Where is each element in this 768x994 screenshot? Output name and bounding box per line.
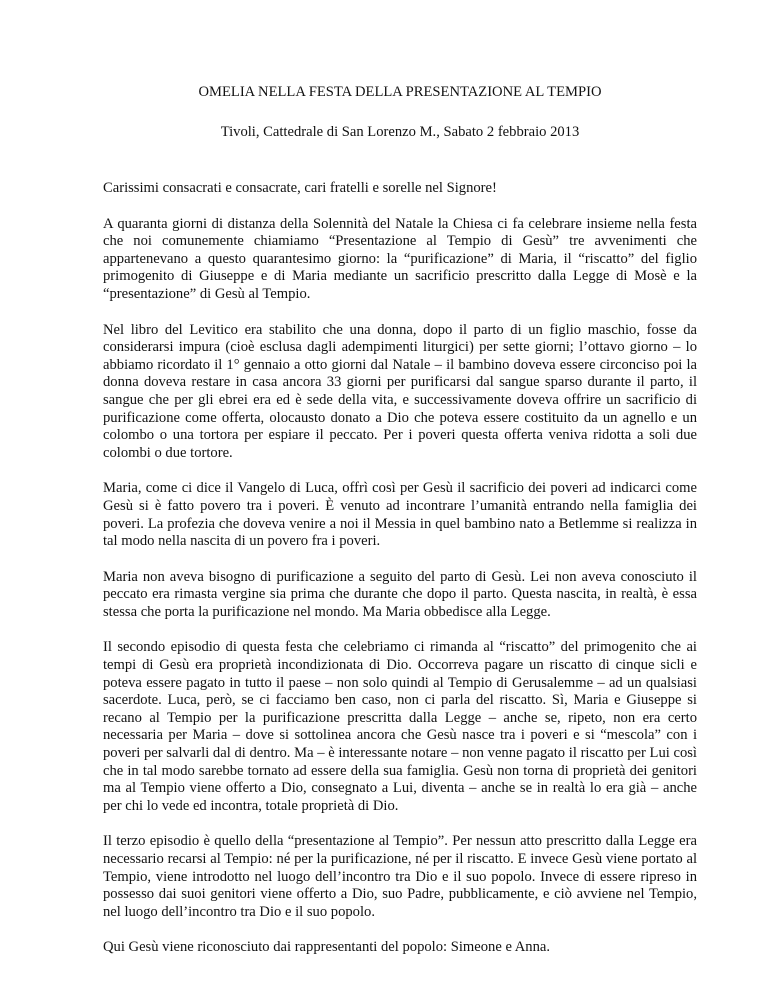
paragraph: Qui Gesù viene riconosciuto dai rappresentanti del popolo: Simeone e Anna. <box>103 939 551 956</box>
paragraph: Nel libro del Levitico era stabilito che una donna, dopo il parto di un figlio maschio, fosse da considerarsi impura (cioè esclusa dagli adempimenti liturgici) per sette giorni; l’ottavo giorno – lo abbiamo ricordato il 1° gennaio a otto giorni dal Natale – il bambino doveva essere circonciso poi la donna doveva restare in casa ancora 33 giorni per purificarsi dal sangue sparso durante il parto, il sangue che per gli ebrei era ed è sede della vita, e successivamente doveva offrire un sacrificio di purificazione come offerta, olocausto donato a Dio che poteva essere costituito da un agnello e un colombo o una tortora per espiare il peccato. Per i poveri questa offerta veniva ridotta a soli due colombi o due tortore. <box>103 321 697 461</box>
paragraph-greeting: Carissimi consacrati e consacrate, cari fratelli e sorelle nel Signore! <box>103 180 497 196</box>
document-subtitle: Tivoli, Cattedrale di San Lorenzo M., Sabato 2 febbraio 2013 <box>220 124 580 140</box>
paragraph: A quaranta giorni di distanza della Solennità del Natale la Chiesa ci fa celebrare insieme nella festa che noi comunemente chiamiamo “Presentazione al Tempio di Gesù” tre avvenimenti che appartenevano a questo quarantesimo giorno: la “purificazione” di Maria, il “riscatto” del figlio primogenito di Giuseppe e di Maria mediante un sacrificio prescritto dalla Legge di Mosè e la “presentazione” di Gesù al Tempio. <box>103 215 697 302</box>
paragraph: Maria, come ci dice il Vangelo di Luca, offrì così per Gesù il sacrificio dei poveri ad indicarci come Gesù si è fatto povero tra i poveri. È venuto ad incontrare l’umanità entrando nella famiglia dei poveri. La profezia che doveva venire a noi il Messia in quel bambino nato a Betlemme si realizza in tal modo nella nascita di un povero fra i poveri. <box>103 480 697 550</box>
paragraph: Il terzo episodio è quello della “presentazione al Tempio”. Per nessun atto prescritto dalla Legge era necessario recarsi al Tempio: né per la purificazione, né per il riscatto. E invece Gesù viene portato al Tempio, viene introdotto nel luogo dell’incontro tra Dio e il suo popolo. Invece di essere ripreso in possesso dai suoi genitori viene offerto a Dio, suo Padre, pubblicamente, e ciò avviene nel Tempio, nel luogo dell’incontro tra Dio e il suo popolo. <box>103 833 697 920</box>
document-title: OMELIA NELLA FESTA DELLA PRESENTAZIONE AL TEMPIO <box>198 84 602 100</box>
document-body <box>103 180 697 975</box>
paragraph: Il secondo episodio di questa festa che celebriamo ci rimanda al “riscatto” del primogenito che ai tempi di Gesù era proprietà incondizionata di Dio. Occorreva pagare un riscatto di cinque sicli e poteva essere pagato in tutto il paese – non solo quindi al Tempio di Gerusalemme – ad un qualsiasi sacerdote. Luca, però, se ci facciamo ben caso, non ci parla del riscatto. Sì, Maria e Giuseppe si recano al Tempio per la purificazione prescritta dalla Legge – anche se, ripeto, non era certo necessaria per Maria – dove si sottolinea ancora che Gesù nasce tra i poveri e si “mescola” con i poveri per salvarli dal di dentro. Ma – è interessante notare – non venne pagato il riscatto per Lui così che in tal modo sarebbe tornato ad essere della sua famiglia. Gesù non torna di proprietà dei genitori ma al Tempio viene offerto a Dio, consegnato a Lui, diventa – anche se in realtà lo era già – anche per chi lo vede ed incontra, totale proprietà di Dio. <box>103 639 697 814</box>
paragraph: Maria non aveva bisogno di purificazione a seguito del parto di Gesù. Lei non aveva conosciuto il peccato era rimasta vergine sia prima che durante che dopo il parto. Questa nascita, in realtà, è essa stessa che porta la purificazione nel mondo. Ma Maria obbedisce alla Legge. <box>103 568 697 620</box>
